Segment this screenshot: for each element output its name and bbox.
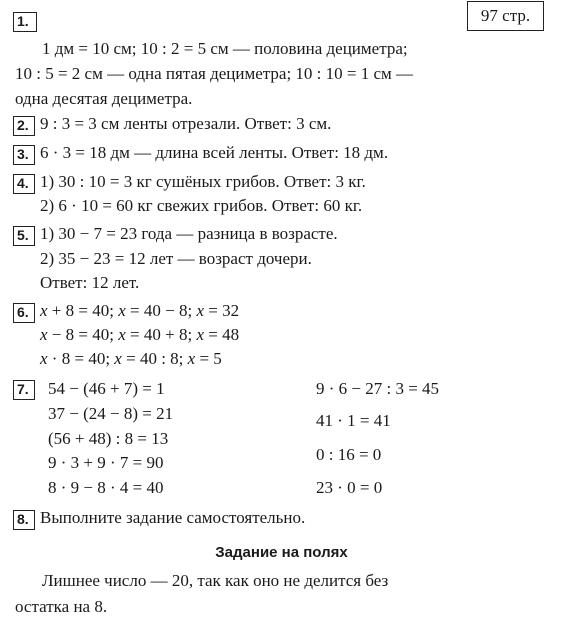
task-7-left-3: (56 + 48) : 8 = 13 (48, 429, 169, 448)
margin-task-line-2: остатка на 8. (15, 597, 108, 616)
task-1-label: 1. (13, 12, 37, 32)
task-4-label: 4. (13, 174, 35, 194)
task-7-right-2: 41 · 1 = 41 (316, 411, 391, 430)
task-7-label: 7. (13, 380, 35, 400)
task-1-line-1: 1 дм = 10 см; 10 : 2 = 5 см — половина дециметра; (42, 39, 408, 58)
margin-task-line-1: Лишнее число — 20, так как оно не делится без (42, 571, 389, 590)
task-2-label: 2. (13, 116, 35, 136)
task-8-line-1: Выполните задание самостоятельно. (40, 508, 306, 527)
task-6-label: 6. (13, 303, 35, 323)
task-3-label: 3. (13, 145, 35, 165)
task-6-line-3: x · 8 = 40; x = 40 : 8; x = 5 (40, 349, 222, 368)
task-1-line-2: 10 : 5 = 2 см — одна пятая дециметра; 10 : 10 = 1 см — (15, 64, 414, 83)
task-5-line-3: Ответ: 12 лет. (40, 273, 140, 292)
page-number: 97 стр. (467, 1, 544, 31)
task-4-line-1: 1) 30 : 10 = 3 кг сушёных грибов. Ответ: 3 кг. (40, 172, 366, 191)
task-6-line-2: x − 8 = 40; x = 40 + 8; x = 48 (40, 325, 240, 344)
margin-task-heading: Задание на полях (215, 544, 348, 561)
task-7-left-5: 8 · 9 − 8 · 4 = 40 (48, 478, 164, 497)
task-2-line-1: 9 : 3 = 3 см ленты отрезали. Ответ: 3 см. (40, 114, 332, 133)
task-5-line-2: 2) 35 − 23 = 12 лет — возраст дочери. (40, 249, 312, 268)
task-7-left-4: 9 · 3 + 9 · 7 = 90 (48, 453, 164, 472)
task-5-line-1: 1) 30 − 7 = 23 года — разница в возрасте. (40, 224, 338, 243)
task-7-right-4: 23 · 0 = 0 (316, 478, 383, 497)
task-8-label: 8. (13, 510, 35, 530)
task-1-line-3: одна десятая дециметра. (15, 89, 193, 108)
task-6-line-1: x + 8 = 40; x = 40 − 8; x = 32 (40, 301, 240, 320)
task-7-left-2: 37 − (24 − 8) = 21 (48, 404, 174, 423)
task-7-right-1: 9 · 6 − 27 : 3 = 45 (316, 379, 440, 398)
task-7-left-1: 54 − (46 + 7) = 1 (48, 379, 165, 398)
task-5-label: 5. (13, 226, 35, 246)
task-7-right-3: 0 : 16 = 0 (316, 445, 382, 464)
task-4-line-2: 2) 6 · 10 = 60 кг свежих грибов. Ответ: 60 кг. (40, 196, 363, 215)
task-3-line-1: 6 · 3 = 18 дм — длина всей ленты. Ответ: 18 дм. (40, 143, 389, 162)
